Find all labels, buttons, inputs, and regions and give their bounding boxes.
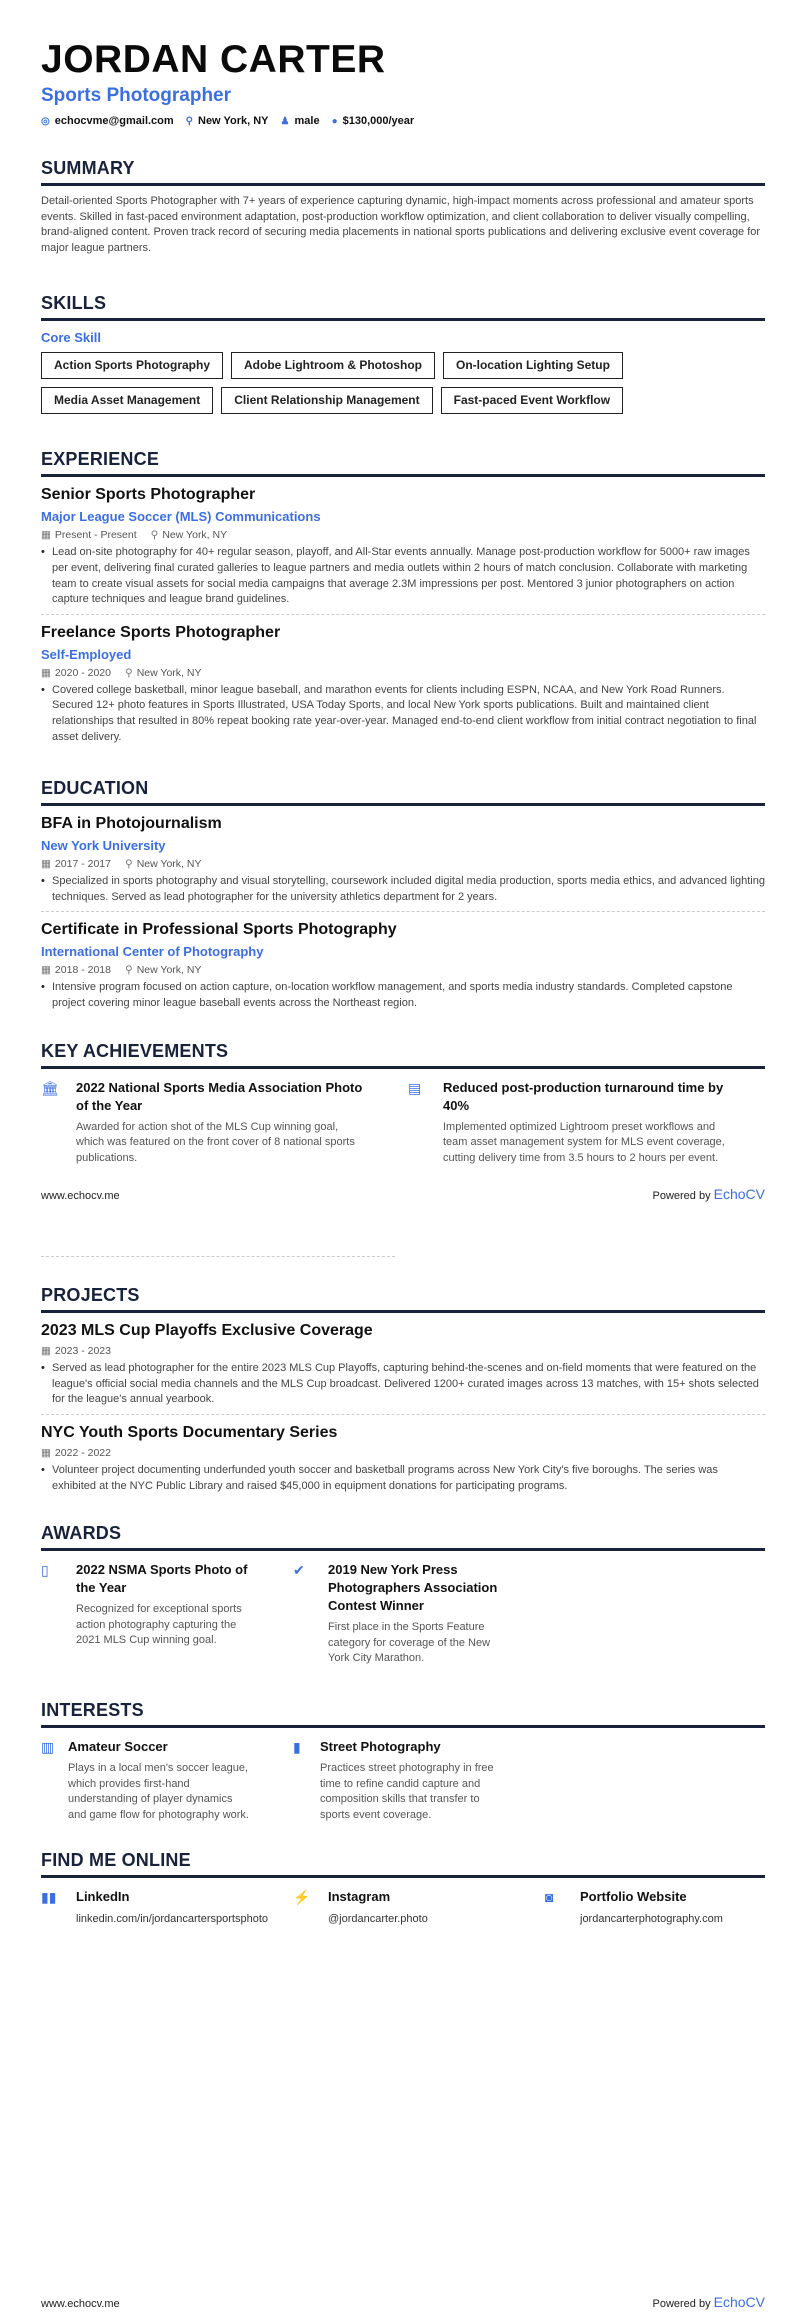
award-title: 2022 NSMA Sports Photo of the Year [76, 1562, 248, 1596]
online-item-instagram[interactable] [293, 1888, 545, 1928]
item-description: Specialized in sports photography and visual storytelling, coursework included digital media production, sports media ethics, and advanced lighting techniques. Served as lead photographer for the university athletics department for 2 years. [52, 875, 765, 903]
interest-list [41, 1738, 765, 1823]
award-title: 2019 New York Press Photographers Association Contest Winner [328, 1562, 498, 1614]
skill-tag: Adobe Lightroom & Photoshop [231, 352, 435, 379]
skill-group-label: Core Skill [41, 330, 101, 346]
item-description: Covered college basketball, minor league baseball, and marathon events for clients including ESPN, NCAA, and New York Road Runners. Secured 12+ photo features in Sports Illustrated, USA Today Sports, and local New York sports publications. Built and maintained client relationships that resulted in 80% repeat booking rate year-over-year. Managed end-to-end client workflow from initial contract negotiation to final asset delivery. [52, 683, 757, 743]
interest-text: Practices street photography in free time to refine candid capture and composition skills that transfer to sports event coverage. [320, 1762, 494, 1821]
item-org: New York University [41, 838, 166, 854]
contact-row [41, 115, 765, 127]
online-link[interactable]: linkedin.com/in/jordancartersportsphoto [76, 1913, 268, 1926]
item-location: New York, NY [136, 858, 202, 871]
powered-label: Powered by [652, 2298, 711, 2311]
salary-icon: ● [331, 116, 338, 127]
item-bullet: • Served as lead photographer for the entire 2023 MLS Cup Playoffs, capturing behind-the-scenes and on-field moments that were featured on the league's official social media channels and the MLS Cup broadcast. Delivered 1200+ curated images across 13 matches, with 15+ shots selected for the league's annual yearbook. [41, 1361, 765, 1408]
location-text: New York, NY [198, 115, 269, 127]
experience-item [41, 615, 765, 751]
skill-tag: Client Relationship Management [221, 387, 432, 414]
bank-icon: 🏛 [41, 1079, 59, 1096]
skill-tag: Action Sports Photography [41, 352, 223, 379]
item-description: Lead on-site photography for 40+ regular season, playoff, and All-Star events annually. Manage post-production workflow for 5000+ raw images per event, delivering final curated galleries to league partners and media outlets within 2 hours of match conclusion. Collaborate with marketing team to create visual assets for social media campaigns that average 2.3M impressions per post. Mentored 3 junior photographers on action capture techniques and league brand guidelines. [52, 546, 750, 606]
brand-logo: EchoCV [713, 1186, 765, 1203]
item-org: Self-Employed [41, 646, 132, 662]
item-title: 2023 MLS Cup Playoffs Exclusive Coverage [41, 1322, 373, 1340]
item-meta [41, 857, 765, 871]
skill-tag: Fast-paced Event Workflow [441, 387, 623, 414]
card-icon: ▤ [408, 1079, 422, 1096]
interest-item [41, 1738, 293, 1823]
item-org: Major League Soccer (MLS) Communications [41, 509, 321, 525]
email-text: echocvme@gmail.com [54, 115, 174, 127]
online-title: LinkedIn [76, 1889, 130, 1905]
item-dates: 2020 - 2020 [54, 666, 111, 679]
item-bullet: • Intensive program focused on action capture, on-location workflow management, and sports media industry standards. Completed capstone project covering minor league baseball events across the Northeast region. [41, 980, 765, 1011]
item-meta [41, 963, 765, 977]
achievements-section [41, 1040, 765, 1167]
item-location: New York, NY [162, 529, 228, 542]
item-dates: 2018 - 2018 [54, 964, 111, 977]
phone-icon: ▯ [41, 1562, 49, 1579]
footer-site-link[interactable]: www.echocv.me [41, 1190, 120, 1203]
bolt-icon: ⚡ [293, 1889, 311, 1906]
section-heading: EDUCATION [41, 777, 765, 806]
item-title: Senior Sports Photographer [41, 486, 256, 504]
project-item [41, 1313, 765, 1415]
experience-item [41, 477, 765, 614]
page-footer [41, 2274, 765, 2320]
online-link[interactable]: jordancarterphotography.com [580, 1913, 723, 1926]
education-item [41, 806, 765, 912]
section-heading: SUMMARY [41, 157, 765, 186]
online-title: Instagram [328, 1889, 391, 1905]
achievement-item [408, 1079, 765, 1167]
item-meta [41, 528, 765, 542]
section-heading: EXPERIENCE [41, 448, 765, 477]
footer-powered [652, 2294, 765, 2312]
candidate-name: JORDAN CARTER [41, 38, 386, 81]
section-heading: AWARDS [41, 1522, 765, 1551]
contact-location [186, 115, 269, 127]
project-item [41, 1415, 765, 1500]
location-icon: ⚲ [185, 116, 193, 127]
calendar-icon: ▦ [41, 1345, 51, 1358]
summary-text: Detail-oriented Sports Photographer with 7+ years of experience capturing dynamic, high-impact moments across professional and amateur sports events. Skilled in fast-paced environment adaptation, post-production workflow optimization, and client collaboration to deliver visually compelling, brand-aligned content. Proven track record of securing media placements in national sports publications and delivering exclusive event coverage for major league partners. [41, 195, 761, 254]
achievement-text: Implemented optimized Lightroom preset workflows and team asset management system for MLS event coverage, cutting delivery time from 3.5 hours to 2 hours per event. [443, 1120, 725, 1164]
resume-content [41, 38, 765, 1166]
item-dates: 2017 - 2017 [54, 858, 111, 871]
award-item [41, 1561, 293, 1667]
item-description: Intensive program focused on action capture, on-location workflow management, and sports media industry standards. Completed capstone project covering minor league baseball events across the Northeast region. [52, 981, 733, 1009]
brand-logo: EchoCV [713, 2294, 765, 2311]
resume-content [41, 1284, 765, 1928]
location-icon: ⚲ [150, 529, 159, 542]
award-text: First place in the Sports Feature category for coverage of the New York City Marathon. [328, 1621, 491, 1665]
education-section [41, 777, 765, 1017]
salary-text: $130,000/year [342, 115, 415, 127]
online-title: Portfolio Website [580, 1889, 687, 1905]
item-meta [41, 1344, 765, 1358]
achievement-text: Awarded for action shot of the MLS Cup winning goal, which was featured on the front cover of 8 national sports publications. [76, 1120, 355, 1164]
camera-icon: ◙ [545, 1889, 554, 1906]
online-item-linkedin[interactable] [41, 1888, 293, 1928]
online-section [41, 1849, 765, 1928]
interest-text: Plays in a local men's soccer league, which provides first-hand understanding of player dynamics and game flow for photography work. [68, 1762, 249, 1821]
skills-section [41, 292, 765, 414]
summary-section [41, 157, 765, 256]
award-item [293, 1561, 545, 1667]
contact-gender [281, 115, 320, 127]
achievement-title: 2022 National Sports Media Association Photo of the Year [76, 1079, 363, 1113]
item-dates: 2023 - 2023 [54, 1345, 111, 1358]
item-dates: 2022 - 2022 [54, 1447, 111, 1460]
item-location: New York, NY [136, 964, 202, 977]
check-badge-icon: ✔ [293, 1562, 305, 1579]
skill-tag: Media Asset Management [41, 387, 213, 414]
section-heading: FIND ME ONLINE [41, 1849, 765, 1878]
divider [41, 1256, 395, 1257]
achievement-list [41, 1079, 765, 1167]
interests-section [41, 1699, 765, 1823]
page-footer [41, 1166, 765, 1224]
online-list [41, 1888, 765, 1928]
award-list [41, 1561, 765, 1667]
online-item-portfolio[interactable] [545, 1888, 765, 1928]
calendar-icon: ▦ [41, 666, 51, 679]
item-bullet: • Lead on-site photography for 40+ regular season, playoff, and All-Star events annually. Manage post-production workflow for 5000+ raw images per event, delivering final curated galleries to league partners and media outlets within 2 hours of match conclusion. Collaborate with marketing team to create visual assets for social media campaigns that average 2.3M impressions per post. Mentored 3 junior photographers on action capture techniques and league brand guidelines. [41, 545, 765, 607]
bar-chart-icon: ▮▮ [41, 1889, 57, 1906]
skill-tag: On-location Lighting Setup [443, 352, 623, 379]
section-heading: KEY ACHIEVEMENTS [41, 1040, 765, 1069]
item-meta [41, 1446, 765, 1460]
calendar-icon: ▦ [41, 529, 51, 542]
item-dates: Present - Present [54, 529, 137, 542]
item-bullet: • Covered college basketball, minor league baseball, and marathon events for clients including ESPN, NCAA, and New York Road Runners. Secured 12+ photo features in Sports Illustrated, USA Today Sports, and local New York sports publications. Built and maintained client relationships that resulted in 80% repeat booking rate year-over-year. Managed end-to-end client workflow from initial contract negotiation to final asset delivery. [41, 683, 765, 745]
skill-list [41, 352, 721, 414]
contact-salary [332, 115, 415, 127]
calendar-icon: ▦ [41, 964, 51, 977]
interest-item [293, 1738, 545, 1823]
item-title: Freelance Sports Photographer [41, 623, 281, 641]
item-title: BFA in Photojournalism [41, 815, 222, 833]
section-heading: INTERESTS [41, 1699, 765, 1728]
online-link[interactable]: @jordancarter.photo [328, 1913, 428, 1926]
item-location: New York, NY [136, 666, 202, 679]
achievement-item [41, 1079, 398, 1167]
email-icon: ◎ [41, 116, 50, 127]
person-icon: ♟ [280, 116, 290, 127]
chart-icon: ▥ [41, 1739, 55, 1756]
powered-label: Powered by [652, 1190, 711, 1203]
item-bullet: • Specialized in sports photography and visual storytelling, coursework included digital media production, sports media ethics, and advanced lighting techniques. Served as lead photographer for the university athletics department for 2 years. [41, 874, 765, 905]
calendar-icon: ▦ [41, 858, 51, 871]
experience-section [41, 448, 765, 751]
item-title: NYC Youth Sports Documentary Series [41, 1424, 338, 1442]
location-icon: ⚲ [124, 858, 133, 871]
award-text: Recognized for exceptional sports action photography capturing the 2021 MLS Cup winning goal. [76, 1603, 242, 1647]
interest-title: Amateur Soccer [68, 1739, 168, 1755]
item-meta [41, 666, 765, 680]
job-title: Sports Photographer [41, 85, 232, 106]
achievement-title: Reduced post-production turnaround time by 40% [443, 1079, 724, 1113]
footer-site-link[interactable]: www.echocv.me [41, 2298, 120, 2311]
projects-section [41, 1284, 765, 1500]
resume-page-2 [0, 1224, 794, 2320]
section-heading: SKILLS [41, 292, 765, 321]
gender-text: male [294, 115, 320, 127]
section-heading: PROJECTS [41, 1284, 765, 1313]
interest-title: Street Photography [320, 1739, 441, 1755]
footer-powered [652, 1186, 765, 1204]
item-org: International Center of Photography [41, 944, 264, 960]
contact-email [41, 115, 174, 127]
location-icon: ⚲ [124, 964, 133, 977]
education-item [41, 912, 765, 1017]
calendar-icon: ▦ [41, 1447, 51, 1460]
location-icon: ⚲ [124, 666, 133, 679]
item-title: Certificate in Professional Sports Photography [41, 921, 397, 939]
awards-section [41, 1522, 765, 1667]
item-description: Served as lead photographer for the entire 2023 MLS Cup Playoffs, capturing behind-the-scenes and on-field moments that were featured on the league's official social media channels and the MLS Cup broadcast. Delivered 1200+ curated images across 13 matches, with 15+ shots selected for the league's annual yearbook. [52, 1362, 759, 1406]
clipboard-icon: ▮ [293, 1739, 301, 1756]
item-description: Volunteer project documenting underfunded youth soccer and basketball programs across New York City's five boroughs. The series was exhibited at the NYC Public Library and raised $45,000 in equipment donations for participating programs. [52, 1464, 718, 1492]
item-bullet: • Volunteer project documenting underfunded youth soccer and basketball programs across New York City's five boroughs. The series was exhibited at the NYC Public Library and raised $45,000 in equipment donations for participating programs. [41, 1463, 765, 1494]
